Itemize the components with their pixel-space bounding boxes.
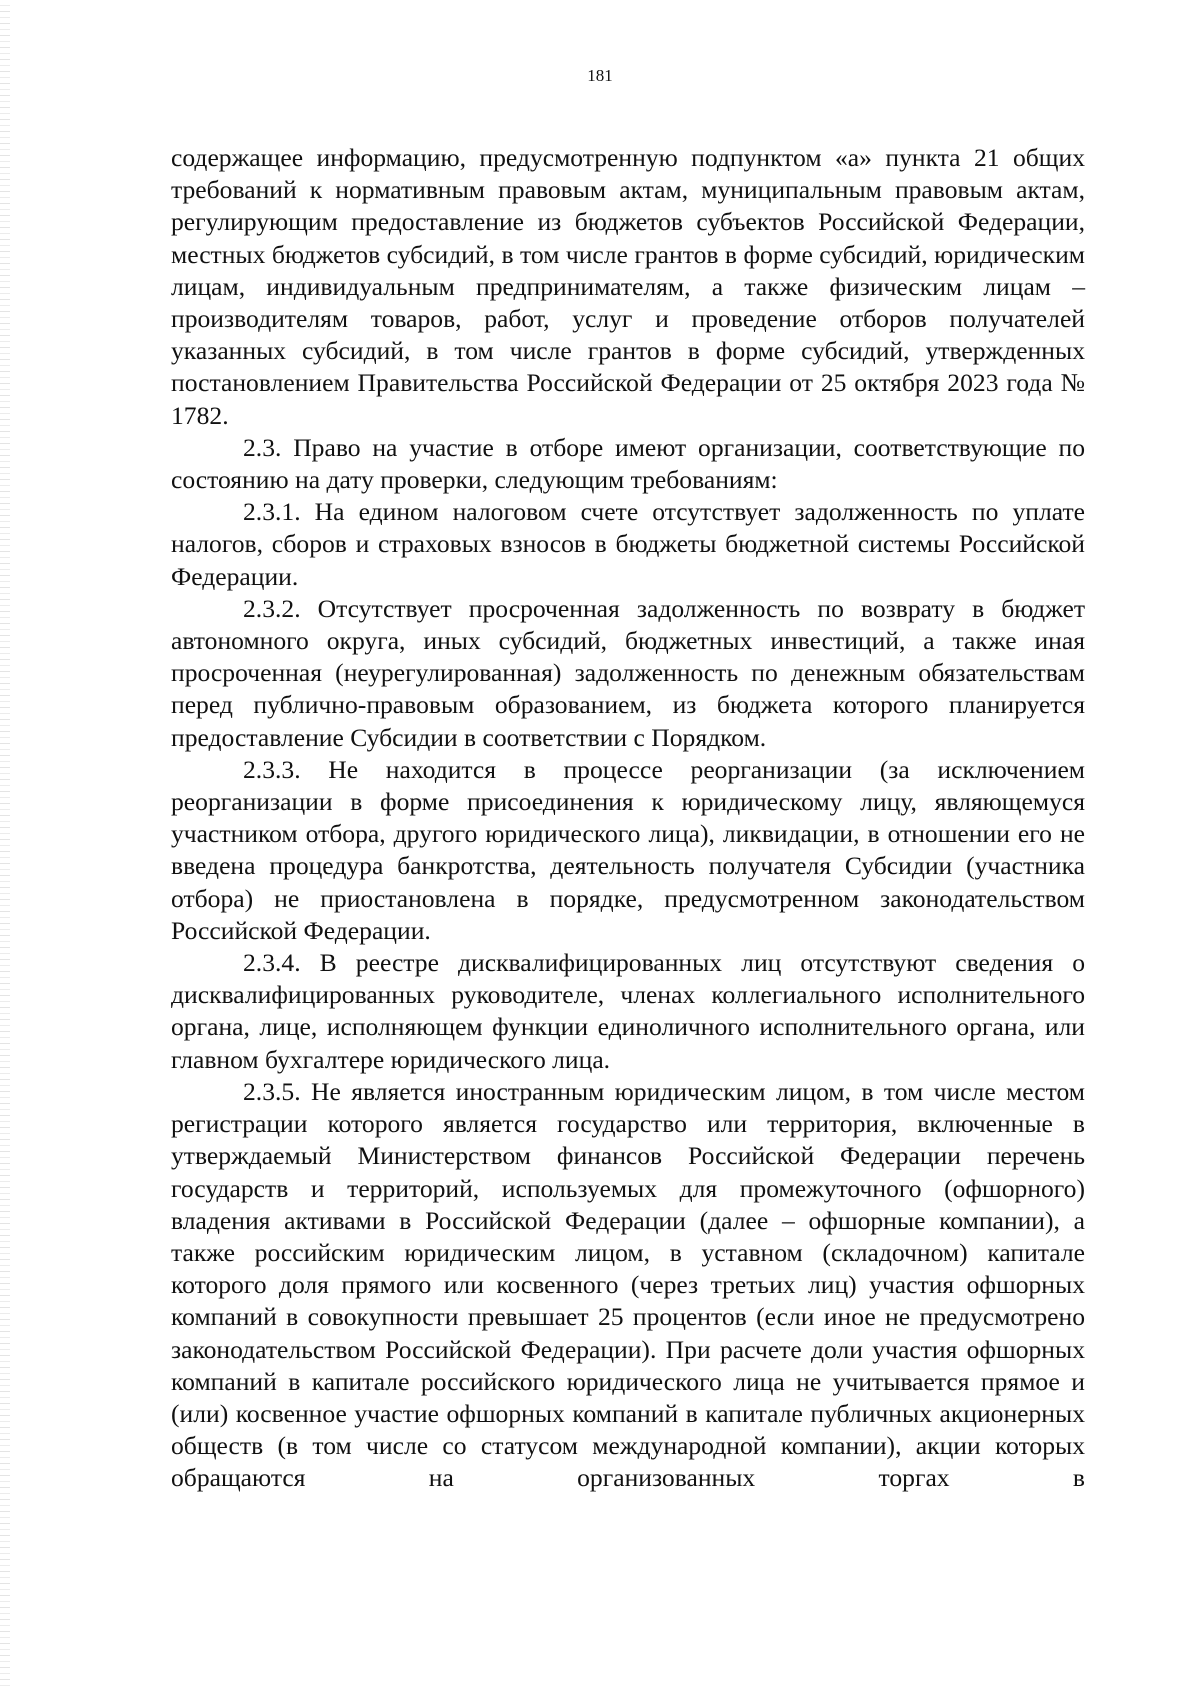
paragraph-2-3-5: 2.3.5. Не является иностранным юридическим лицом, в том числе местом регистрации которого является государство или территория, включенные в утверждаемый Министерством финансов Российской Федерации перечень государств и территорий, используемых для промежуточного (офшорного) владения активами в Российской Федерации (далее – офшорные компании), а также российским юридическим лицом, в уставном (складочном) капитале которого доля прямого или косвенного (через третьих лиц) участия офшорных компаний в совокупности превышает 25 процентов (если иное не предусмотрено законодательством Российской Федерации). При расчете доли участия офшорных компаний в капитале российского юридического лица не учитывается прямое и (или) косвенное участие офшорных компаний в капитале публичных акционерных обществ (в том числе со статусом международной компании), акции которых обращаются на организованных торгах в xyxy=(171,1076,1085,1493)
paragraph-2-3-2: 2.3.2. Отсутствует просроченная задолженность по возврату в бюджет автономного округа, иных субсидий, бюджетных инвестиций, а также иная просроченная (неурегулированная) задолженность по денежным обязательствам перед публично-правовым образованием, из бюджета которого планируется предоставление Субсидии в соответствии с Порядком. xyxy=(171,593,1085,752)
paragraph-2-3-1: 2.3.1. На едином налоговом счете отсутствует задолженность по уплате налогов, сборов и страховых взносов в бюджеты бюджетной системы Российской Федерации. xyxy=(171,497,1085,591)
page-number: 181 xyxy=(587,66,613,85)
paragraph-continuation: содержащее информацию, предусмотренную подпунктом «а» пункта 21 общих требований к нормативным правовым актам, муниципальным правовым актам, регулирующим предоставление из бюджетов субъектов Российской Федерации, местных бюджетов субсидий, в том числе грантов в форме субсидий, юридическим лицам, индивидуальным предпринимателям, а также физическим лицам – производителям товаров, работ, услуг и проведение отборов получателей указанных субсидий, в том числе грантов в форме субсидий, утвержденных постановлением Правительства Российской Федерации от 25 октября 2023 года № 1782. xyxy=(171,143,1085,430)
scan-edge xyxy=(0,0,10,1686)
paragraph-2-3-4: 2.3.4. В реестре дисквалифицированных лиц отсутствуют сведения о дисквалифицированных руководителе, членах коллегиального исполнительного органа, лице, исполняющем функции единоличного исполнительного органа, или главном бухгалтере юридического лица. xyxy=(171,948,1085,1074)
paragraph-2-3: 2.3. Право на участие в отборе имеют организации, соответствующие по состоянию на дату проверки, следующим требованиям: xyxy=(171,432,1085,495)
document-body xyxy=(171,142,1085,1495)
paragraph-2-3-3: 2.3.3. Не находится в процессе реорганизации (за исключением реорганизации в форме присоединения к юридическому лицу, являющемуся участником отбора, другого юридического лица), ликвидации, в отношении его не введена процедура банкротства, деятельность получателя Субсидии (участника отбора) не приостановлена в порядке, предусмотренном законодательством Российской Федерации. xyxy=(171,754,1085,945)
